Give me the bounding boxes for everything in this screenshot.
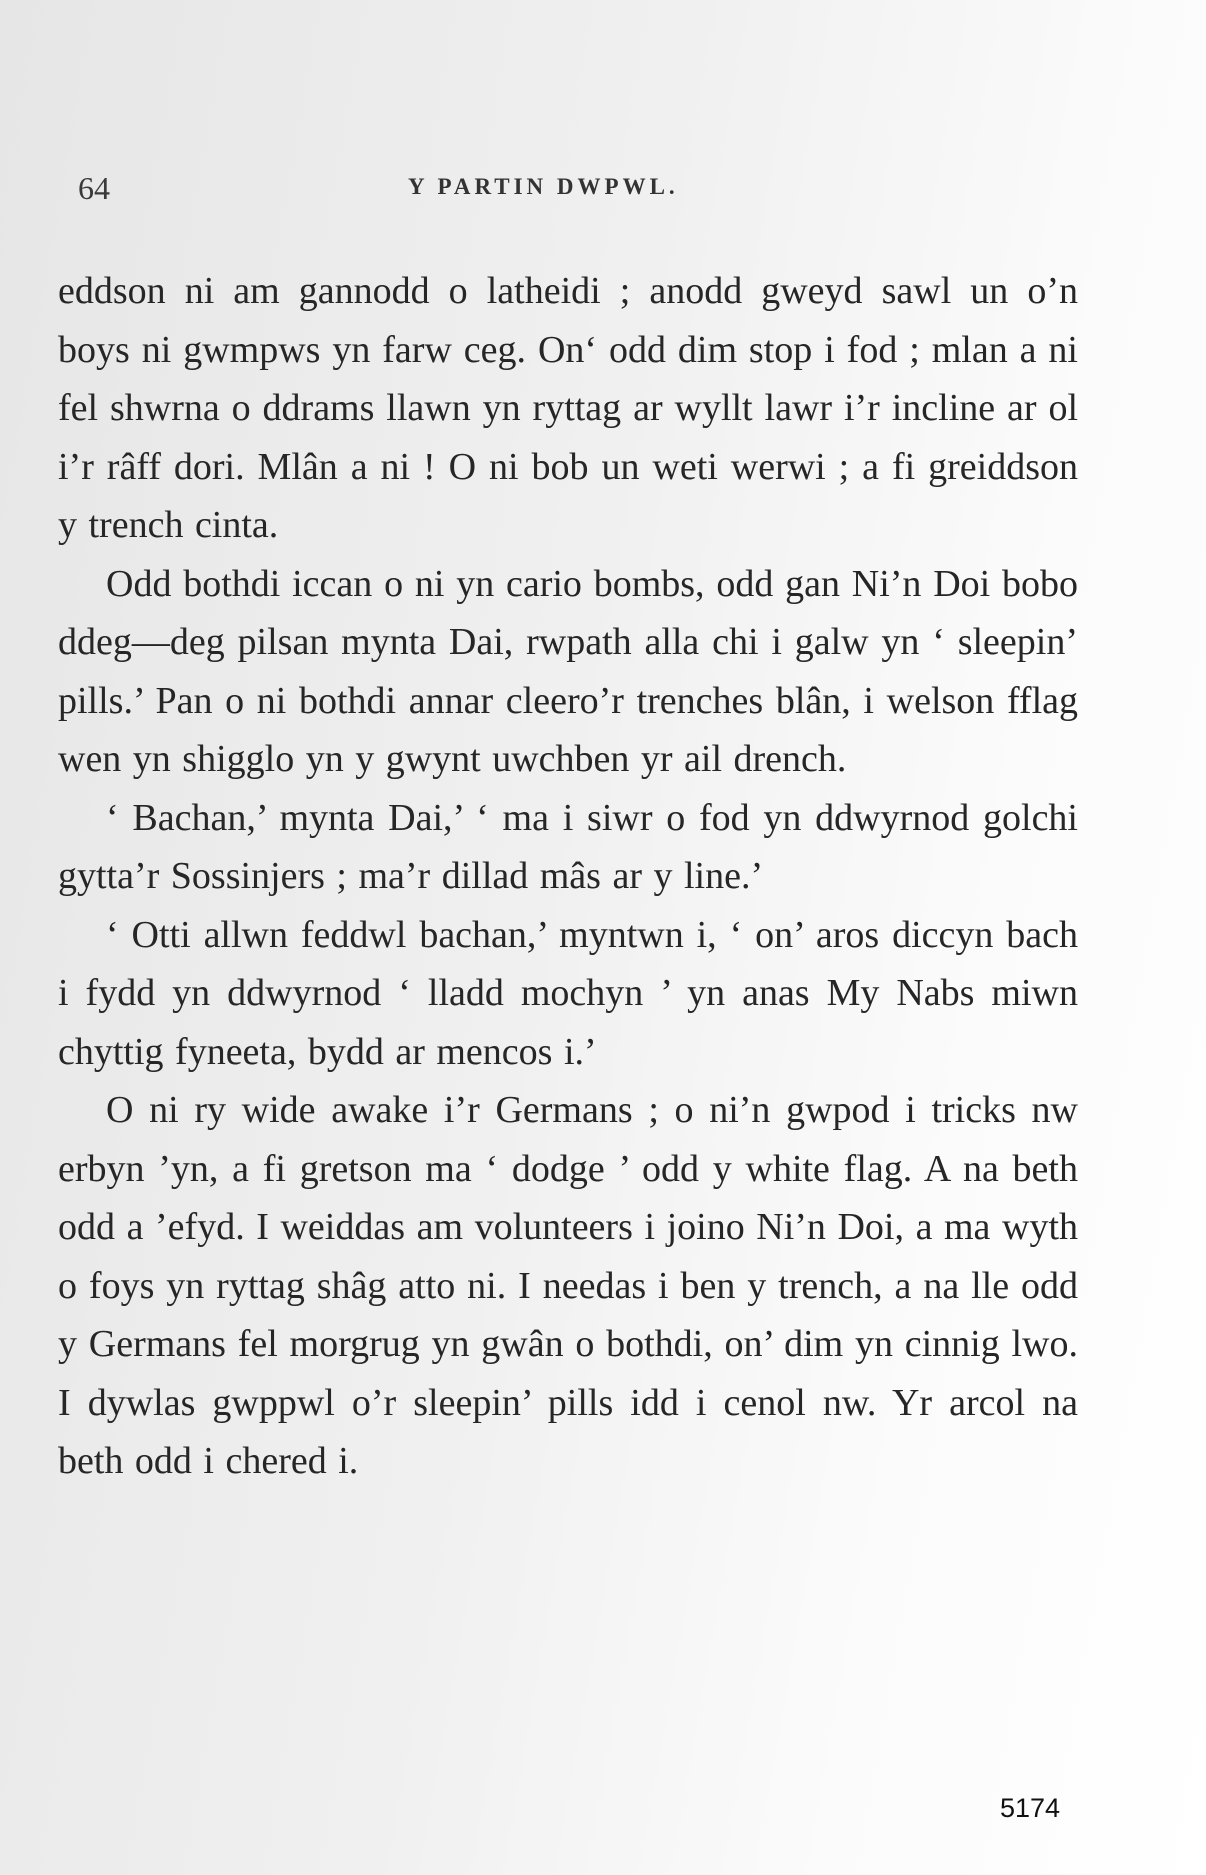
paragraph: ‘ Otti allwn feddwl bachan,’ myntwn i, ‘ on’ aros diccyn bach i fydd yn ddwyrnod ‘ lladd mochyn ’ yn anas My Nabs miwn chyttig fyneeta, bydd ar mencos i.’ bbox=[58, 913, 1078, 1073]
paragraph: eddson ni am gannodd o latheidi ; anodd gweyd sawl un o’n boys ni gwmpws yn farw ceg. On‘ odd dim stop i fod ; mlan a ni fel shwrna o ddrams llawn yn ryttag ar wyllt lawr i’r incline ar ol i’r râff dori. Mlân a ni ! O ni bob un weti werwi ; a fi greiddson y trench cinta. bbox=[58, 270, 1078, 546]
body-text bbox=[58, 262, 1078, 1491]
paragraph: O ni ry wide awake i’r Germans ; o ni’n gwpod i tricks nw erbyn ’yn, a fi gretson ma ‘ dodge ’ odd y white flag. A na beth odd a ’efyd. I weiddas am volunteers i joino Ni’n Doi, a ma wyth o foys yn ryttag shâg atto ni. I needas i ben y trench, a na lle odd y Germans fel morgrug yn gwân o bothdi, on’ dim yn cinnig lwo. I dywlas gwppwl o’r sleepin’ pills idd i cenol nw. Yr arcol na beth odd i chered i. bbox=[58, 1089, 1078, 1482]
running-title: Y PARTIN DWPWL. bbox=[408, 174, 679, 199]
paragraph: ‘ Bachan,’ mynta Dai,’ ‘ ma i siwr o fod yn ddwyrnod golchi gytta’r Sossinjers ; ma’r dillad mâs ar y line.’ bbox=[58, 796, 1078, 897]
page-header bbox=[78, 170, 1088, 210]
page-number: 64 bbox=[78, 170, 110, 206]
paragraph: Odd bothdi iccan o ni yn cario bombs, odd gan Ni’n Doi bobo ddeg—deg pilsan mynta Dai, rwpath alla chi i galw yn ‘ sleepin’ pills.’ Pan o ni bothdi annar cleero’r trenches blân, i welson fflag wen yn shigglo yn y gwynt uwchben yr ail drench. bbox=[58, 562, 1078, 780]
catalog-number: 5174 bbox=[1000, 1793, 1061, 1823]
